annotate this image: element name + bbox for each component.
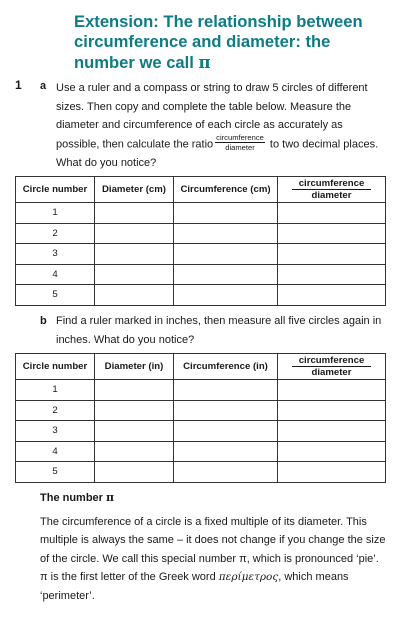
page-title: [74, 12, 389, 73]
diameter-cell[interactable]: [95, 203, 174, 224]
column-header: Circle number: [16, 177, 95, 203]
page-title-text: Extension: The relationship between circumference and diameter: the number we call: [74, 12, 363, 72]
ratio-column-header: [278, 354, 386, 380]
table-header-row: [16, 177, 386, 203]
circumference-cell[interactable]: [174, 462, 278, 483]
table-row: [16, 441, 386, 462]
ratio-cell[interactable]: [278, 421, 386, 442]
part-b-label: b: [40, 315, 47, 327]
circumference-cell[interactable]: [174, 421, 278, 442]
circle-number-cell: 3: [16, 244, 95, 265]
table-header-row: [16, 354, 386, 380]
part-a-text: [56, 79, 388, 172]
table-row: [16, 421, 386, 442]
diameter-cell[interactable]: [95, 223, 174, 244]
circumference-cell[interactable]: [174, 264, 278, 285]
ratio-cell[interactable]: [278, 380, 386, 401]
table-row: [16, 203, 386, 224]
circumference-cell[interactable]: [174, 244, 278, 265]
column-header: Circumference (cm): [174, 177, 278, 203]
diameter-cell[interactable]: [95, 462, 174, 483]
ratio-cell[interactable]: [278, 244, 386, 265]
ratio-numerator: circumference: [292, 178, 371, 190]
pi-explanation-text: The circumference of a circle is a fixed multiple of its diameter. This multiple is always the same – it does not change if you change the size of the circle. We call this special number π, which is pronounced ‘pie’. π is the first letter of the Greek word: [40, 516, 386, 584]
ratio-denominator: diameter: [225, 142, 255, 152]
table-row: [16, 264, 386, 285]
table-row: [16, 285, 386, 306]
measurement-table-inches: [15, 353, 386, 483]
column-header: Diameter (cm): [95, 177, 174, 203]
ratio-numerator: circumference: [292, 355, 371, 367]
circle-number-cell: 5: [16, 462, 95, 483]
column-header: Diameter (in): [95, 354, 174, 380]
part-a-instructions-end: to two decimal places. What do you notice?: [56, 138, 379, 169]
circumference-cell[interactable]: [174, 203, 278, 224]
circle-number-cell: 5: [16, 285, 95, 306]
circumference-cell[interactable]: [174, 285, 278, 306]
greek-word: περίμετρος: [218, 571, 279, 584]
circumference-cell[interactable]: [174, 223, 278, 244]
ratio-column-header: [278, 177, 386, 203]
column-header: Circumference (in): [174, 354, 278, 380]
circle-number-cell: 1: [16, 203, 95, 224]
circle-number-cell: 4: [16, 441, 95, 462]
circumference-cell[interactable]: [174, 400, 278, 421]
pi-explanation: [40, 513, 388, 605]
diameter-cell[interactable]: [95, 264, 174, 285]
circle-number-cell: 4: [16, 264, 95, 285]
ratio-cell[interactable]: [278, 462, 386, 483]
ratio-cell[interactable]: [278, 441, 386, 462]
diameter-cell[interactable]: [95, 421, 174, 442]
question-number: 1: [15, 78, 22, 92]
part-a-instructions: Use a ruler and a compass or string to draw 5 circles of different sizes. Then copy and complete the table below. Measure the diameter and circumference of each circle as accurately as possible, then calculate the ratio: [56, 82, 368, 151]
diameter-cell[interactable]: [95, 380, 174, 401]
ratio-denominator: diameter: [311, 367, 352, 378]
circumference-cell[interactable]: [174, 380, 278, 401]
ratio-cell[interactable]: [278, 203, 386, 224]
table-row: [16, 400, 386, 421]
table-row: [16, 462, 386, 483]
section-heading: [40, 491, 114, 504]
ratio-fraction: [215, 133, 265, 152]
part-a-label: a: [40, 80, 47, 92]
table-row: [16, 223, 386, 244]
pi-symbol: π: [106, 491, 115, 504]
circumference-cell[interactable]: [174, 441, 278, 462]
diameter-cell[interactable]: [95, 285, 174, 306]
table-row: [16, 380, 386, 401]
column-header: Circle number: [16, 354, 95, 380]
ratio-numerator: circumference: [216, 132, 264, 142]
ratio-cell[interactable]: [278, 400, 386, 421]
ratio-cell[interactable]: [278, 223, 386, 244]
circle-number-cell: 3: [16, 421, 95, 442]
measurement-table-cm: [15, 176, 386, 306]
section-heading-text: The number: [40, 492, 107, 504]
diameter-cell[interactable]: [95, 441, 174, 462]
ratio-denominator: diameter: [311, 190, 352, 201]
ratio-cell[interactable]: [278, 285, 386, 306]
pi-explanation-end: , which means ‘perimeter’.: [40, 571, 349, 602]
ratio-cell[interactable]: [278, 264, 386, 285]
diameter-cell[interactable]: [95, 400, 174, 421]
table-row: [16, 244, 386, 265]
diameter-cell[interactable]: [95, 244, 174, 265]
part-b-text: Find a ruler marked in inches, then measure all five circles again in inches. What do you notice?: [56, 315, 382, 346]
circle-number-cell: 2: [16, 400, 95, 421]
circle-number-cell: 1: [16, 380, 95, 401]
circle-number-cell: 2: [16, 223, 95, 244]
pi-symbol: π: [198, 52, 211, 72]
